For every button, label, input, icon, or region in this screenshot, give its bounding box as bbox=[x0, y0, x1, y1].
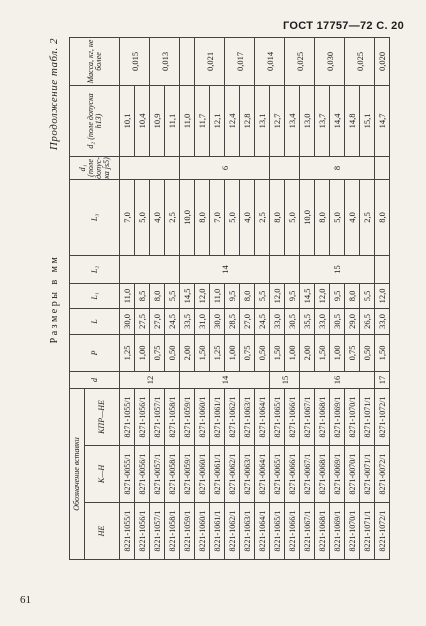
cell-p: 0,50 bbox=[165, 334, 180, 371]
table-row bbox=[165, 37, 180, 559]
cell-kpr: 8271-1063/1 bbox=[240, 388, 255, 445]
cell-he: 8221-1067/1 bbox=[300, 503, 315, 560]
header-l2: L₂ bbox=[70, 255, 120, 283]
header-d2: d₂ (поле допуска h13) bbox=[70, 85, 120, 156]
cell-d1 bbox=[375, 156, 390, 179]
table-row bbox=[150, 37, 165, 559]
cell-p: 0,75 bbox=[240, 334, 255, 371]
cell-mass: 0,020 bbox=[375, 37, 390, 85]
table-row bbox=[180, 37, 195, 559]
cell-d2: 13,4 bbox=[285, 85, 300, 156]
cell-l3: 8,0 bbox=[270, 179, 285, 255]
cell-d: 12 bbox=[120, 371, 180, 388]
cell-he: 8221-1058/1 bbox=[165, 503, 180, 560]
cell-kpr: 8271-1072/1 bbox=[375, 388, 390, 445]
cell-d: 17 bbox=[375, 371, 390, 388]
cell-kpr: 8271-1055/1 bbox=[120, 388, 135, 445]
cell-d: 16 bbox=[300, 371, 375, 388]
cell-he: 8221-1055/1 bbox=[120, 503, 135, 560]
cell-kh: 8271-0071/1 bbox=[360, 446, 375, 503]
dimensions-table bbox=[69, 37, 390, 560]
cell-kh: 8271-0070/1 bbox=[345, 446, 360, 503]
cell-d2: 14,7 bbox=[375, 85, 390, 156]
cell-kh: 8271-0060/1 bbox=[195, 446, 210, 503]
header-kpr: КПР—НЕ bbox=[85, 388, 120, 445]
cell-d2: 14,4 bbox=[330, 85, 345, 156]
cell-l3: 10,0 bbox=[180, 179, 195, 255]
cell-l1: 5,5 bbox=[255, 283, 270, 308]
cell-l3: 2,5 bbox=[360, 179, 375, 255]
cell-kh: 8271-0059/1 bbox=[180, 446, 195, 503]
header-d1: d₁ (поле допуска js5) bbox=[70, 156, 120, 179]
table-row bbox=[255, 37, 270, 559]
cell-l3: 5,0 bbox=[225, 179, 240, 255]
cell-d2: 10,9 bbox=[150, 85, 165, 156]
cell-l1: 11,0 bbox=[120, 283, 135, 308]
header-d: d bbox=[70, 371, 120, 388]
cell-d2: 12,4 bbox=[225, 85, 240, 156]
cell-l: 27,5 bbox=[135, 308, 150, 334]
page-number: 61 bbox=[20, 594, 31, 606]
table-row bbox=[270, 37, 285, 559]
cell-kpr: 8271-1064/1 bbox=[255, 388, 270, 445]
cell-kpr: 8271-1062/1 bbox=[225, 388, 240, 445]
cell-he: 8221-1060/1 bbox=[195, 503, 210, 560]
cell-mass: 0,021 bbox=[195, 37, 225, 85]
cell-l: 24,5 bbox=[165, 308, 180, 334]
cell-l: 35,5 bbox=[300, 308, 315, 334]
cell-kpr: 8271-1058/1 bbox=[165, 388, 180, 445]
cell-l3: 5,0 bbox=[285, 179, 300, 255]
table-row bbox=[375, 37, 390, 559]
cell-mass: 0,013 bbox=[150, 37, 180, 85]
header-l1: L₁ bbox=[70, 283, 120, 308]
cell-l3: 8,0 bbox=[315, 179, 330, 255]
cell-mass: 0,025 bbox=[285, 37, 315, 85]
cell-l3: 7,0 bbox=[120, 179, 135, 255]
cell-he: 8221-1068/1 bbox=[315, 503, 330, 560]
cell-l1: 8,0 bbox=[150, 283, 165, 308]
header-designation-group: Обозначение вставки bbox=[70, 388, 85, 559]
cell-l: 27,0 bbox=[150, 308, 165, 334]
table-row bbox=[345, 37, 360, 559]
cell-l: 33,5 bbox=[180, 308, 195, 334]
cell-p: 0,75 bbox=[150, 334, 165, 371]
cell-d: 15 bbox=[270, 371, 300, 388]
cell-kpr: 8271-1059/1 bbox=[180, 388, 195, 445]
cell-l2 bbox=[375, 255, 390, 283]
cell-p: 2,00 bbox=[300, 334, 315, 371]
cell-d2: 11,0 bbox=[180, 85, 195, 156]
cell-kpr: 8271-1067/1 bbox=[300, 388, 315, 445]
table-row bbox=[210, 37, 225, 559]
cell-l1: 11,0 bbox=[210, 283, 225, 308]
cell-p: 1,50 bbox=[195, 334, 210, 371]
table-row bbox=[300, 37, 315, 559]
cell-l1: 12,0 bbox=[270, 283, 285, 308]
table-row bbox=[135, 37, 150, 559]
cell-d1: 6 bbox=[180, 156, 270, 179]
cell-kh: 8271-0064/1 bbox=[255, 446, 270, 503]
cell-he: 8221-1070/1 bbox=[345, 503, 360, 560]
cell-d2: 13,1 bbox=[255, 85, 270, 156]
table-row bbox=[315, 37, 330, 559]
cell-l3: 4,0 bbox=[150, 179, 165, 255]
cell-l3: 7,0 bbox=[210, 179, 225, 255]
cell-d2: 15,1 bbox=[360, 85, 375, 156]
cell-kh: 8271-0065/1 bbox=[270, 446, 285, 503]
cell-d2: 14,8 bbox=[345, 85, 360, 156]
cell-l: 33,0 bbox=[375, 308, 390, 334]
rotated-table-block bbox=[45, 38, 415, 560]
cell-d2: 12,1 bbox=[210, 85, 225, 156]
cell-l: 30,0 bbox=[210, 308, 225, 334]
cell-l1: 12,0 bbox=[375, 283, 390, 308]
cell-kh: 8271-0069/1 bbox=[330, 446, 345, 503]
cell-l3: 5,0 bbox=[330, 179, 345, 255]
cell-mass: 0,014 bbox=[255, 37, 285, 85]
cell-l3: 4,0 bbox=[345, 179, 360, 255]
cell-l2: 14 bbox=[180, 255, 270, 283]
cell-p: 1,25 bbox=[120, 334, 135, 371]
cell-l: 30,5 bbox=[330, 308, 345, 334]
cell-kh: 8271-0067/1 bbox=[300, 446, 315, 503]
cell-he: 8221-1056/1 bbox=[135, 503, 150, 560]
header-kh: К—Н bbox=[85, 446, 120, 503]
cell-d2: 11,7 bbox=[195, 85, 210, 156]
cell-kh: 8271-0063/1 bbox=[240, 446, 255, 503]
cell-p: 0,50 bbox=[360, 334, 375, 371]
continuation-caption: Продолжение табл. 2 bbox=[48, 38, 60, 151]
cell-kpr: 8271-1060/1 bbox=[195, 388, 210, 445]
cell-l2 bbox=[270, 255, 300, 283]
cell-p: 0,75 bbox=[345, 334, 360, 371]
cell-l: 27,0 bbox=[240, 308, 255, 334]
cell-kh: 8271-0055/1 bbox=[120, 446, 135, 503]
table-caption bbox=[45, 38, 67, 560]
header-l: L bbox=[70, 308, 120, 334]
cell-l1: 12,0 bbox=[195, 283, 210, 308]
cell-kpr: 8271-1061/1 bbox=[210, 388, 225, 445]
cell-l: 31,0 bbox=[195, 308, 210, 334]
cell-kh: 8271-0061/1 bbox=[210, 446, 225, 503]
cell-mass: 0,025 bbox=[345, 37, 375, 85]
cell-p: 1,50 bbox=[315, 334, 330, 371]
table-row bbox=[330, 37, 345, 559]
cell-mass: 0,017 bbox=[225, 37, 255, 85]
cell-l3: 2,5 bbox=[255, 179, 270, 255]
table-row bbox=[360, 37, 375, 559]
cell-kh: 8271-0072/1 bbox=[375, 446, 390, 503]
cell-d1 bbox=[270, 156, 300, 179]
cell-l: 29,0 bbox=[345, 308, 360, 334]
cell-p: 1,00 bbox=[135, 334, 150, 371]
cell-l1: 9,5 bbox=[285, 283, 300, 308]
cell-l1: 14,5 bbox=[300, 283, 315, 308]
cell-l: 30,0 bbox=[120, 308, 135, 334]
cell-l1: 5,5 bbox=[165, 283, 180, 308]
cell-p: 1,25 bbox=[210, 334, 225, 371]
cell-l1: 12,0 bbox=[315, 283, 330, 308]
cell-kpr: 8271-1068/1 bbox=[315, 388, 330, 445]
cell-l2 bbox=[120, 255, 180, 283]
cell-l1: 8,5 bbox=[135, 283, 150, 308]
cell-l3: 5,0 bbox=[135, 179, 150, 255]
cell-he: 8221-1062/1 bbox=[225, 503, 240, 560]
cell-kh: 8271-0066/1 bbox=[285, 446, 300, 503]
cell-l3: 4,0 bbox=[240, 179, 255, 255]
cell-p: 1,50 bbox=[375, 334, 390, 371]
cell-mass bbox=[180, 37, 195, 85]
cell-kh: 8271-0057/1 bbox=[150, 446, 165, 503]
cell-d: 14 bbox=[180, 371, 270, 388]
cell-he: 8221-1063/1 bbox=[240, 503, 255, 560]
cell-kpr: 8271-1069/1 bbox=[330, 388, 345, 445]
cell-d2: 12,7 bbox=[270, 85, 285, 156]
cell-p: 1,00 bbox=[225, 334, 240, 371]
cell-d2: 10,4 bbox=[135, 85, 150, 156]
cell-he: 8221-1069/1 bbox=[330, 503, 345, 560]
cell-kpr: 8271-1066/1 bbox=[285, 388, 300, 445]
cell-kpr: 8271-1056/1 bbox=[135, 388, 150, 445]
cell-p: 2,00 bbox=[180, 334, 195, 371]
cell-he: 8221-1061/1 bbox=[210, 503, 225, 560]
cell-p: 0,50 bbox=[255, 334, 270, 371]
cell-he: 8221-1072/1 bbox=[375, 503, 390, 560]
units-caption: Размеры в мм bbox=[49, 254, 60, 344]
table-row bbox=[195, 37, 210, 559]
cell-l: 30,5 bbox=[285, 308, 300, 334]
table-row bbox=[285, 37, 300, 559]
cell-kh: 8271-0068/1 bbox=[315, 446, 330, 503]
table-row bbox=[120, 37, 135, 559]
header-he: НЕ bbox=[85, 503, 120, 560]
cell-p: 1,50 bbox=[270, 334, 285, 371]
header-p: P bbox=[70, 334, 120, 371]
cell-d2: 11,1 bbox=[165, 85, 180, 156]
cell-he: 8221-1065/1 bbox=[270, 503, 285, 560]
cell-l3: 8,0 bbox=[195, 179, 210, 255]
cell-he: 8221-1064/1 bbox=[255, 503, 270, 560]
cell-l: 28,5 bbox=[225, 308, 240, 334]
header-mass: Масса, кг, не более bbox=[70, 37, 120, 85]
cell-l1: 8,0 bbox=[240, 283, 255, 308]
cell-d2: 12,8 bbox=[240, 85, 255, 156]
cell-l1: 14,5 bbox=[180, 283, 195, 308]
cell-p: 1,00 bbox=[330, 334, 345, 371]
cell-kpr: 8271-1057/1 bbox=[150, 388, 165, 445]
cell-l1: 8,0 bbox=[345, 283, 360, 308]
cell-he: 8221-1057/1 bbox=[150, 503, 165, 560]
cell-d1 bbox=[120, 156, 180, 179]
table-row bbox=[240, 37, 255, 559]
cell-kpr: 8271-1070/1 bbox=[345, 388, 360, 445]
cell-he: 8221-1071/1 bbox=[360, 503, 375, 560]
cell-l3: 10,0 bbox=[300, 179, 315, 255]
page-header: ГОСТ 17757—72 С. 20 bbox=[283, 20, 404, 32]
table-row bbox=[225, 37, 240, 559]
cell-he: 8221-1066/1 bbox=[285, 503, 300, 560]
cell-l3: 2,5 bbox=[165, 179, 180, 255]
cell-l1: 9,5 bbox=[330, 283, 345, 308]
cell-l: 33,0 bbox=[315, 308, 330, 334]
cell-l1: 5,5 bbox=[360, 283, 375, 308]
cell-d1: 8 bbox=[300, 156, 375, 179]
cell-kh: 8271-0058/1 bbox=[165, 446, 180, 503]
cell-mass: 0,030 bbox=[315, 37, 345, 85]
cell-l3: 8,0 bbox=[375, 179, 390, 255]
cell-kpr: 8271-1065/1 bbox=[270, 388, 285, 445]
cell-l: 26,5 bbox=[360, 308, 375, 334]
cell-kh: 8271-0062/1 bbox=[225, 446, 240, 503]
header-l3: L₃ bbox=[70, 179, 120, 255]
table-body bbox=[120, 37, 390, 559]
cell-d2: 13,7 bbox=[315, 85, 330, 156]
cell-d2: 13,0 bbox=[300, 85, 315, 156]
cell-l2: 15 bbox=[300, 255, 375, 283]
cell-l1: 9,5 bbox=[225, 283, 240, 308]
cell-l: 24,5 bbox=[255, 308, 270, 334]
cell-d2: 10,1 bbox=[120, 85, 135, 156]
cell-mass: 0,015 bbox=[120, 37, 150, 85]
cell-l: 33,0 bbox=[270, 308, 285, 334]
cell-he: 8221-1059/1 bbox=[180, 503, 195, 560]
cell-p: 1,00 bbox=[285, 334, 300, 371]
cell-kpr: 8271-1071/1 bbox=[360, 388, 375, 445]
cell-kh: 8271-0056/1 bbox=[135, 446, 150, 503]
